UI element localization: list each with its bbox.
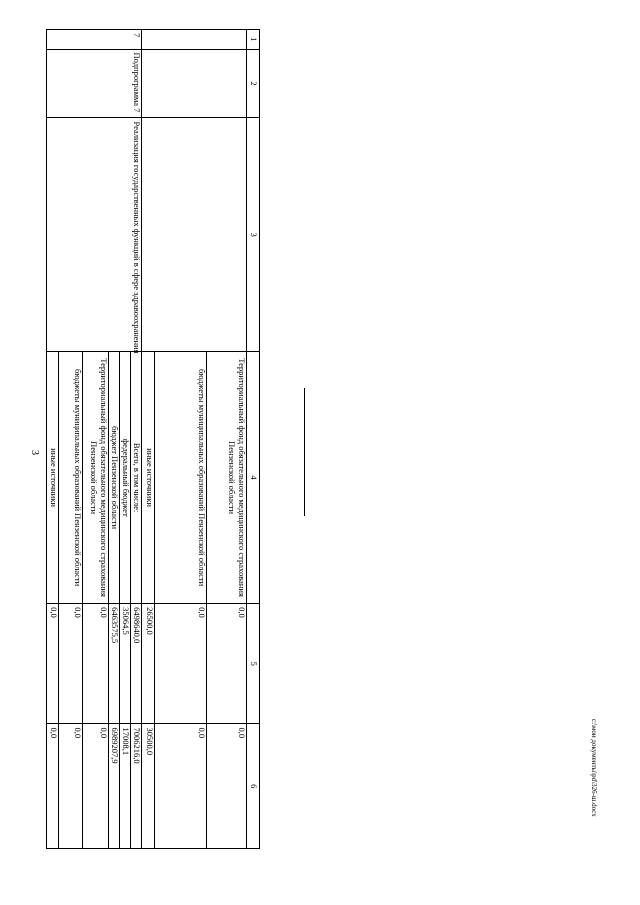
funding-source-cell: Территориальный фонд обязательного медицинского страхования Пензенской области — [83, 352, 109, 604]
footer-file-path: c:\мои документы\pd\326-ш.docx — [590, 719, 598, 817]
program-goal-cell — [142, 118, 247, 352]
value-col5-cell: 6498640,0 — [131, 604, 142, 724]
program-name-cell: Подпрограмма 7 — [47, 49, 142, 118]
value-col6-cell: 30500,0 — [142, 724, 155, 849]
funding-source-cell: иные источники — [142, 352, 155, 604]
value-col5-cell: 35064,5 — [120, 604, 131, 724]
value-col5-cell: 26500,0 — [142, 604, 155, 724]
row-number-cell: 7 — [47, 30, 142, 50]
value-col6-cell: 0,0 — [207, 724, 247, 849]
header-col-4: 4 — [247, 352, 260, 604]
value-col5-cell: 6463575,5 — [109, 604, 120, 724]
value-col6-cell: 6989207,9 — [109, 724, 120, 849]
program-goal-cell: Реализация государственных функций в сфере здравоохранения — [47, 118, 142, 352]
page-number: 3 — [29, 450, 40, 455]
header-col-3: 3 — [247, 118, 260, 352]
budget-table — [46, 29, 260, 849]
header-col-6: 6 — [247, 724, 260, 849]
funding-source-cell: федеральный бюджет — [120, 352, 131, 604]
program-name-cell — [142, 49, 247, 118]
value-col6-cell: 17008,1 — [120, 724, 131, 849]
value-col5-cell: 0,0 — [59, 604, 83, 724]
value-col6-cell: 7006216,0 — [131, 724, 142, 849]
value-col6-cell: 0,0 — [47, 724, 59, 849]
header-col-1: 1 — [247, 30, 260, 50]
table-row — [131, 30, 142, 849]
table-header-row — [247, 30, 260, 849]
value-col6-cell: 0,0 — [83, 724, 109, 849]
table-row — [207, 30, 247, 849]
value-col5-cell: 0,0 — [155, 604, 207, 724]
header-col-5: 5 — [247, 604, 260, 724]
value-col5-cell: 0,0 — [83, 604, 109, 724]
divider-line — [304, 388, 305, 516]
funding-source-cell: Всего, в том числе: — [131, 352, 142, 604]
budget-table-wrapper — [49, 29, 260, 849]
value-col6-cell: 0,0 — [59, 724, 83, 849]
funding-source-cell: бюджеты муниципальных образований Пензенской области — [59, 352, 83, 604]
funding-source-cell: иные источники — [47, 352, 59, 604]
funding-source-cell: Территориальный фонд обязательного медицинского страхования Пензенской области — [207, 352, 247, 604]
value-col5-cell: 0,0 — [207, 604, 247, 724]
funding-source-cell: бюджет Пензенской области — [109, 352, 120, 604]
row-number-cell — [142, 30, 247, 50]
value-col5-cell: 0,0 — [47, 604, 59, 724]
funding-source-cell: бюджеты муниципальных образований Пензенской области — [155, 352, 207, 604]
value-col6-cell: 0,0 — [155, 724, 207, 849]
header-col-2: 2 — [247, 49, 260, 118]
